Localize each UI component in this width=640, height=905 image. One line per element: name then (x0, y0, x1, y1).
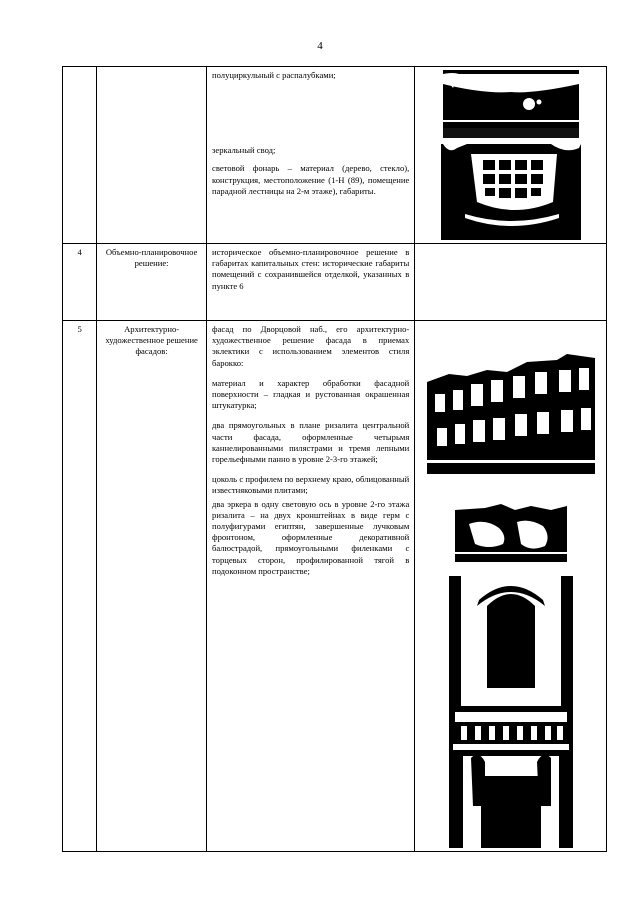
text-paragraph: цоколь с профилем по верхнему краю, облицованный известняковыми плитами; (212, 474, 410, 496)
text-paragraph: световой фонарь – материал (дерево, стекло), конструкция, местоположение (1-Н (89), помещение парадной лестницы на 2-м этаже), габариты. (212, 163, 410, 196)
text-paragraph: два эркера в одну световую ось в уровне 2-го этажа ризалита – на двух кронштейнах в виде герм с полуфигурами египтян, завершенные лучковым фронтоном, оформленные декоративной балюстрадой, прямоугольными филенками с торцевых сторон, профилированной тягой в подоконном пространстве; (212, 498, 410, 576)
row-text-cell (207, 244, 415, 321)
vault-photo (443, 70, 579, 138)
text-paragraph: историческое объемно-планировочное решение в габаритах капитальных стен: исторические габариты помещений с сохранившейся отделкой, указанных в пункте 6 (212, 247, 410, 291)
text-paragraph: два прямоугольных в плане ризалита центральной части фасада, оформленные четырьмя каннелированными пилястрами и тремя лепными горельефными панно в уровне 2-3-го этажей; (212, 420, 410, 465)
bay-window-photo (449, 576, 573, 848)
text-paragraph: полуциркульный с распалубками; (212, 70, 336, 80)
text-paragraph: фасад по Дворцовой наб., его архитектурно-художественное решение фасада в приемах эклектики с использованием элементов стиля барокко: (212, 324, 410, 368)
table-row (63, 67, 607, 244)
table-row (63, 321, 607, 852)
skylight-photo (441, 144, 581, 240)
relief-panel-photo (455, 500, 567, 562)
facade-photo (427, 324, 595, 474)
row-number-cell (63, 67, 97, 244)
table-row (63, 244, 607, 321)
text-paragraph: зеркальный свод; (212, 145, 276, 156)
row-title-cell: Объемно-планировочное решение: (97, 244, 207, 321)
row-text-cell (207, 67, 415, 244)
text-paragraph: материал и характер обработки фасадной поверхности – гладкая и рустованная окрашенная штукатурка; (212, 377, 410, 411)
row-text-cell (207, 321, 415, 852)
row-photo-cell (415, 244, 607, 321)
row-photo-cell (415, 67, 607, 244)
row-title-cell: Архитектурно-художественное решение фасадов: (97, 321, 207, 852)
document-table (62, 66, 607, 852)
row-title-cell (97, 67, 207, 244)
page-number: 4 (317, 40, 323, 52)
row-photo-cell (415, 321, 607, 852)
row-number-cell: 5 (63, 321, 97, 852)
row-number-cell: 4 (63, 244, 97, 321)
